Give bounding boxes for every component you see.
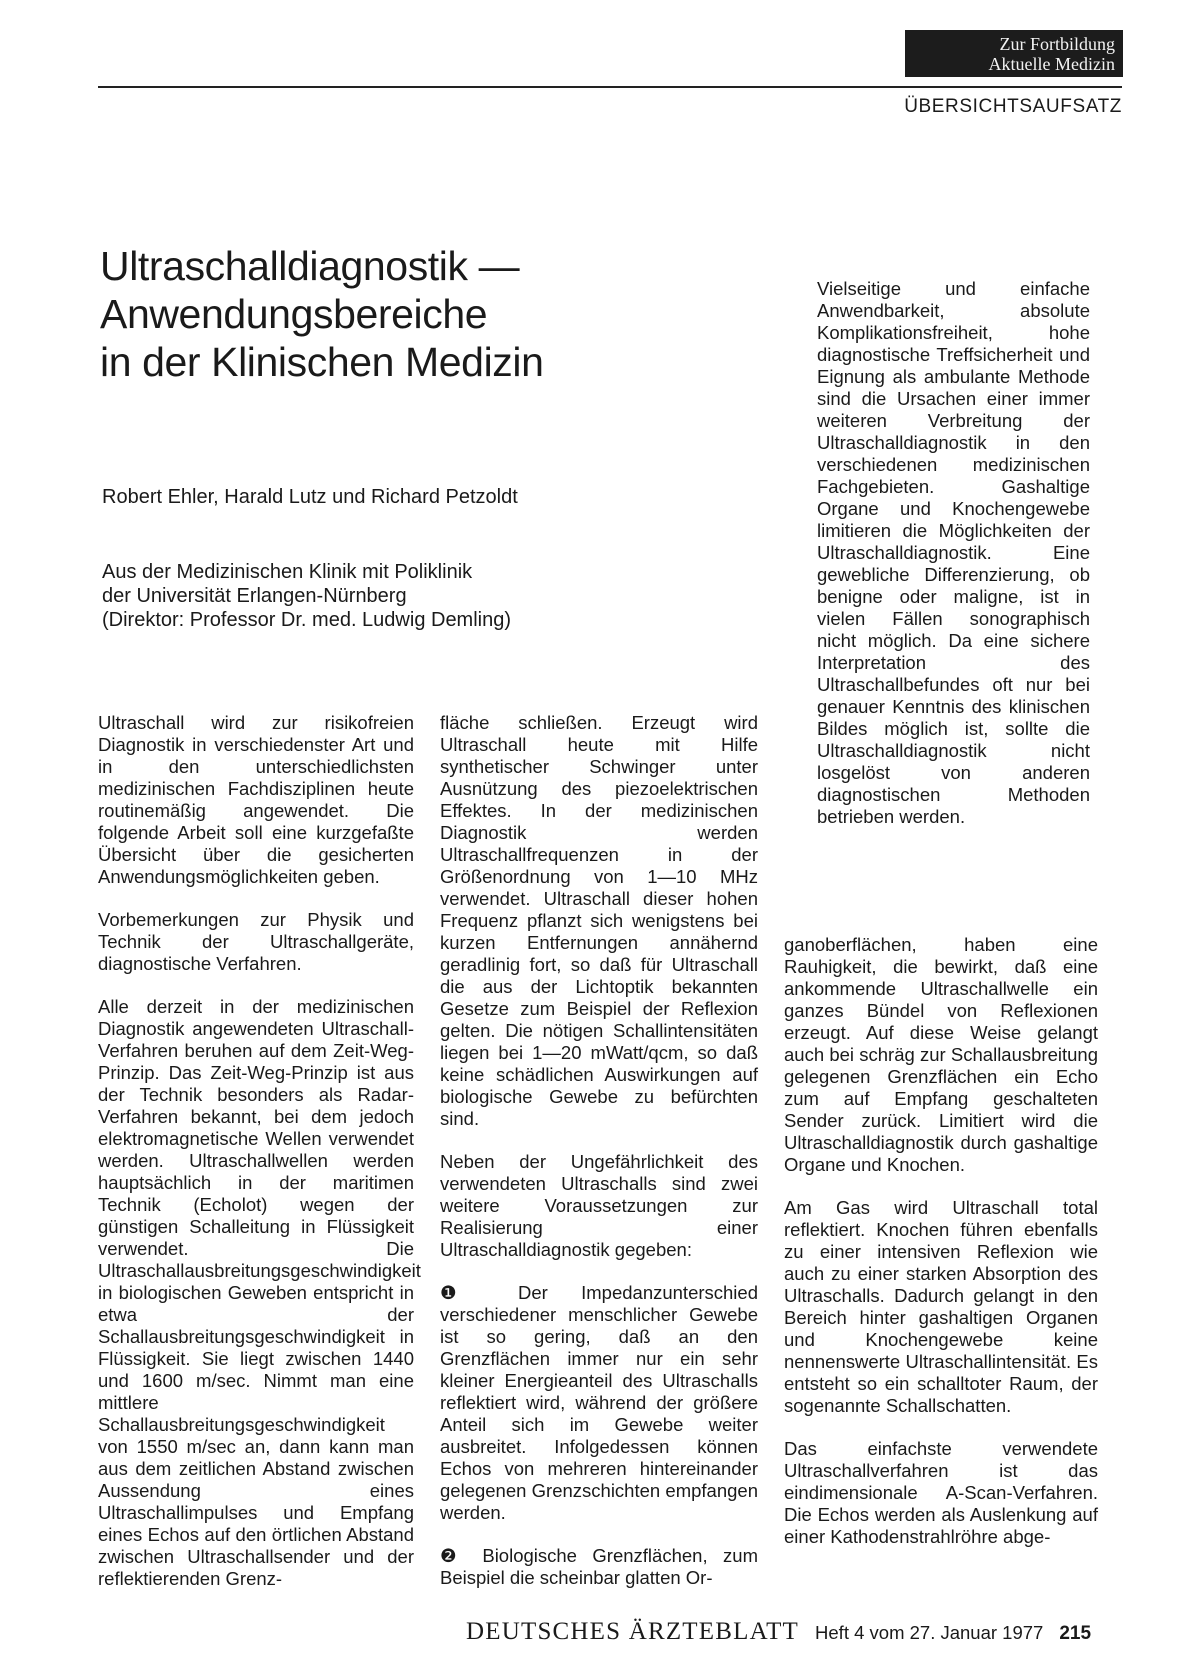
header-rule (98, 86, 1122, 88)
body-column-2 (440, 712, 758, 1610)
numbered-point-2: ❷ Biologische Grenzflächen, zum Beispiel die scheinbar glatten Or- (440, 1545, 758, 1588)
title-line: in der Klinischen Medizin (100, 339, 544, 385)
article-title (100, 242, 660, 386)
title-line: Anwendungsbereiche (100, 291, 488, 337)
section-badge (905, 30, 1123, 77)
body-paragraph: fläche schließen. Erzeugt wird Ultraschall heute mit Hilfe synthetischer Schwinger unter Ausnützung des piezoelektrischen Effektes. In der medizinischen Diagnostik werden Ultraschallfrequenzen in der Größenordnung von 1—10 MHz verwendet. Ultraschall dieser hohen Frequenz pflanzt sich wenigstens bei kurzen Entfernungen annähernd geradlinig fort, so daß für Ultraschall die aus der Lichtoptik bekannten Gesetze zum Beispiel der Reflexion gelten. Die nötigen Schallintensitäten liegen bei 1—20 mWatt/qcm, so daß keine schädlichen Auswirkungen auf biologische Gewebe zu befürchten sind. (440, 712, 758, 1129)
body-column-3 (784, 934, 1098, 1569)
page-number: 215 (1059, 1623, 1092, 1644)
section-heading: Vorbemerkungen zur Physik und Technik der Ultraschallgeräte, diagnostische Verfahren. (98, 909, 414, 974)
body-paragraph: Am Gas wird Ultraschall total reflektiert. Knochen führen ebenfalls zu einer intensiven Reflexion wie auch zu einer starken Absorption des Ultraschalls. Dadurch gelangt in den Bereich hinter gashaltigen Organen und Knochengewebe keine nennenswerte Ultraschallintensität. Es entsteht so ein schalltoter Raum, der sogenannte Schallschatten. (784, 1197, 1098, 1416)
affiliation-line: Aus der Medizinischen Klinik mit Poliklinik (102, 561, 473, 583)
page-footer (466, 1618, 1091, 1646)
body-paragraph: Das einfachste verwendete Ultraschallverfahren ist das eindimensionale A-Scan-Verfahren. Die Echos werden als Auslenkung auf einer Kathodenstrahlröhre abge- (784, 1438, 1098, 1547)
journal-name: DEUTSCHES ÄRZTEBLATT (466, 1618, 800, 1645)
body-paragraph: Ultraschall wird zur risikofreien Diagnostik in verschiedenster Art und in den unterschiedlichsten medizinischen Fachdisziplinen heute routinemäßig angewendet. Die folgende Arbeit soll eine kurzgefaßte Übersicht über die gesicherten Anwendungsmöglichkeiten geben. (98, 712, 414, 887)
affiliation-line: der Universität Erlangen-Nürnberg (102, 585, 407, 607)
body-paragraph: Neben der Ungefährlichkeit des verwendeten Ultraschalls sind zwei weitere Voraussetzungen zur Realisierung einer Ultraschalldiagnostik gegeben: (440, 1151, 758, 1260)
section-label-fortbildung: Zur Fortbildung (999, 34, 1115, 54)
body-paragraph: ganoberflächen, haben eine Rauhigkeit, die bewirkt, daß eine ankommende Ultraschallwelle ein ganzes Bündel von Reflexionen erzeugt. Auf diese Weise gelangt auch bei schräg zur Schallausbreitung gelegenen Grenzflächen ein Echo zum auf Empfang geschalteten Sender zurück. Limitiert wird die Ultraschalldiagnostik durch gashaltige Organe und Knochen. (784, 934, 1098, 1175)
affiliation (102, 560, 511, 632)
body-paragraph: Alle derzeit in der medizinischen Diagnostik angewendeten Ultraschall-Verfahren beruhen auf dem Zeit-Weg-Prinzip. Das Zeit-Weg-Prinzip ist aus der Technik besonders als Radar-Verfahren bekannt, bei dem jedoch elektromagnetische Wellen verwendet werden. Ultraschallwellen werden hauptsächlich in der maritimen Technik (Echolot) wegen der günstigen Schalleitung in Flüssigkeit verwendet. Die Ultraschallausbreitungsgeschwindigkeit in biologischen Geweben entspricht in etwa der Schallausbreitungsgeschwindigkeit in Flüssigkeit. Sie liegt zwischen 1440 und 1600 m/sec. Nimmt man eine mittlere Schallausbreitungsgeschwindigkeit von 1550 m/sec an, dann kann man aus dem zeitlichen Abstand zwischen Aussendung eines Ultraschallimpulses und Empfang eines Echos auf den örtlichen Abstand zwischen Ultraschallsender und der reflektierenden Grenz- (98, 996, 421, 1589)
numbered-point-1: ❶ Der Impedanzunterschied verschiedener menschlicher Gewebe ist so gering, daß an den Grenzflächen immer nur ein sehr kleiner Energieanteil des Ultraschalls reflektiert wird, während der größere Anteil sich im Gewebe weiter ausbreitet. Infolgedessen können Echos von mehreren hintereinander gelegenen Grenzschichten empfangen werden. (440, 1282, 758, 1523)
authors: Robert Ehler, Harald Lutz und Richard Petzoldt (102, 486, 518, 508)
abstract: Vielseitige und einfache Anwendbarkeit, absolute Komplikationsfreiheit, hohe diagnostische Treffsicherheit und Eignung als ambulante Methode sind die Ursachen einer immer weiteren Verbreitung der Ultraschalldiagnostik in den verschiedenen medizinischen Fachgebieten. Gashaltige Organe und Knochengewebe limitieren die Möglichkeiten der Ultraschalldiagnostik. Eine gewebliche Differenzierung, ob benigne oder maligne, ist in vielen Fällen sonographisch nicht möglich. Da eine sichere Interpretation des Ultraschallbefundes oft nur bei genauer Kenntnis des klinischen Bildes möglich ist, sollte die Ultraschalldiagnostik nicht losgelöst von anderen diagnostischen Methoden betrieben werden. (817, 278, 1090, 827)
section-label-aktuelle-medizin: Aktuelle Medizin (988, 54, 1115, 74)
issue-info: Heft 4 vom 27. Januar 1977 (815, 1622, 1044, 1643)
title-line: Ultraschalldiagnostik — (100, 243, 520, 289)
article-type: ÜBERSICHTSAUFSATZ (904, 96, 1122, 117)
body-column-1 (98, 712, 421, 1611)
affiliation-line: (Direktor: Professor Dr. med. Ludwig Demling) (102, 609, 512, 631)
